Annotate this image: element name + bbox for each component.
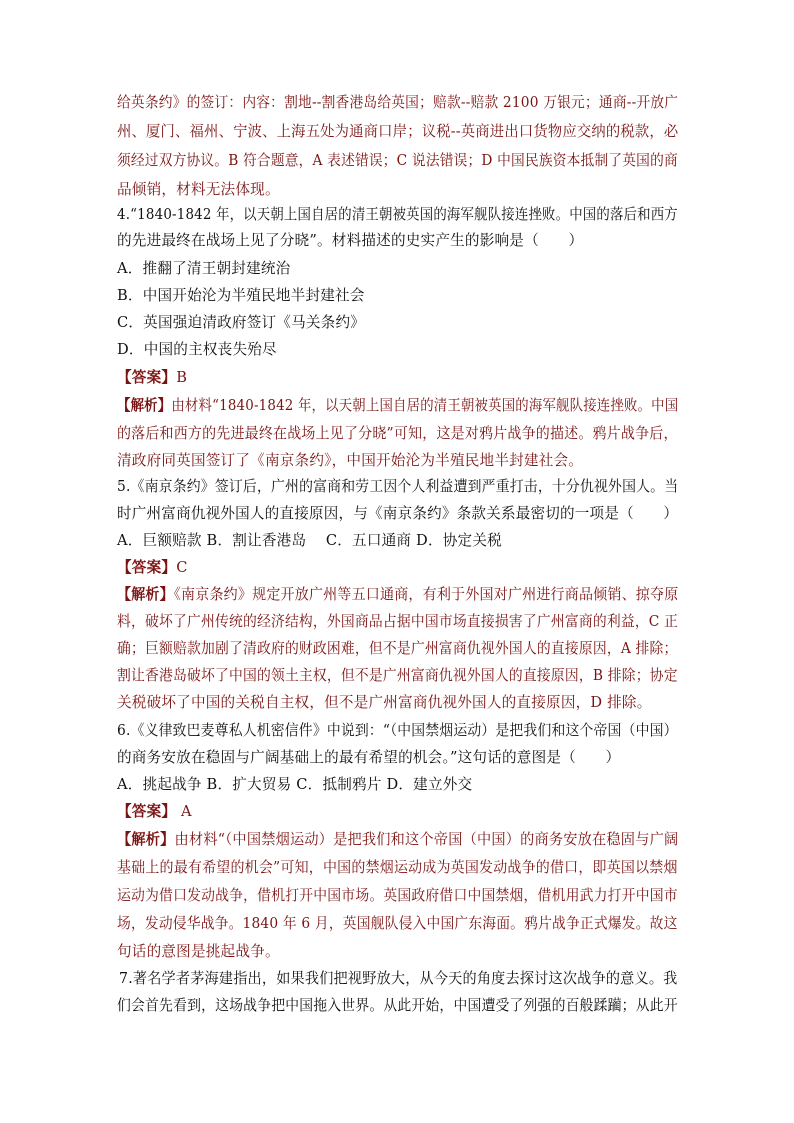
q4-analysis-line-3: 清政府同英国签订了《南京条约》，中国开始沦为半殖民地半封建社会。 xyxy=(117,452,584,469)
q4-answer-row xyxy=(117,368,187,388)
q4-stem-line-1: 4.“1840-1842 年，以天朝上国自居的清王朝被英国的海军舰队接连挫败。中国的落后和西方 xyxy=(117,206,678,223)
q3-analysis-line-2: 州、厦门、福州、宁波、上海五处为通商口岸；议税--英商进出口货物应交纳的税款，必 xyxy=(117,123,679,140)
q4-answer-value: B xyxy=(176,369,188,386)
q6-analysis-line-3: 运动为借口发动战争，借机打开中国市场。英国政府借口中国禁烟，借机用武力打开中国市 xyxy=(117,887,678,904)
answer-tag: 【答案】 xyxy=(117,369,177,386)
q6-stem-line-2: 的商务安放在稳固与广阔基础上的最有希望的机会。”这句话的意图是（ ） xyxy=(117,749,621,766)
q4-option-c: C．英国强迫清政府签订《马关条约》 xyxy=(117,314,366,331)
q4-analysis-line-2: 的落后和西方的先进最终在战场上见了分晓”可知，这是对鸦片战争的描述。鸦片战争后， xyxy=(117,425,678,442)
analysis-tag: 【解析】 xyxy=(117,397,172,414)
q6-answer-value: A xyxy=(176,803,192,820)
analysis-tag: 【解析】 xyxy=(117,586,174,603)
q6-analysis-text-1: 由材料“（中国禁烟运动）是把我们和这个帝国（中国）的商务安放在稳固与广阔 xyxy=(174,831,679,848)
q5-analysis-line-3: 确；巨额赔款加剧了清政府的财政困难，但不是广州富商仇视外国人的直接原因，A 排除； xyxy=(117,640,678,657)
q5-answer-value: C xyxy=(176,559,188,576)
q5-analysis-line-2: 料，破坏了广州传统的经济结构，外国商品占据中国市场直接损害了广州富商的利益，C 正 xyxy=(117,613,679,630)
answer-tag: 【答案】 xyxy=(117,559,177,576)
analysis-tag: 【解析】 xyxy=(117,831,175,848)
q5-analysis-line-5: 关税破坏了中国的关税自主权，但不是广州富商仇视外国人的直接原因，D 排除。 xyxy=(117,694,652,711)
q7-stem-line-1: 7.著名学者茅海建指出，如果我们把视野放大，从今天的角度去探讨这次战争的意义。我 xyxy=(119,970,678,987)
q5-options: A．巨额赔款 B．割让香港岛 C．五口通商 D．协定关税 xyxy=(117,532,502,549)
q5-analysis-line-1 xyxy=(117,585,678,605)
q5-answer-row xyxy=(117,558,188,578)
q6-analysis-line-5: 句话的意图是挑起战争。 xyxy=(117,943,280,960)
q6-options: A．挑起战争 B．扩大贸易 C．抵制鸦片 D．建立外交 xyxy=(117,776,473,793)
q5-stem-line-2: 时广州富商仇视外国人的直接原因，与《南京条约》条款关系最密切的一项是（ ） xyxy=(117,505,679,522)
q3-analysis-line-1: 给英条约》的签订：内容：割地--割香港岛给英国；赔款--赔款 2100 万银元；通商--开放广 xyxy=(117,94,679,111)
answer-tag: 【答案】 xyxy=(117,803,177,820)
q6-analysis-line-1 xyxy=(117,830,678,850)
q4-analysis-text-1: 由材料“1840-1842 年，以天朝上国自居的清王朝被英国的海军舰队接连挫败。中国 xyxy=(171,397,679,414)
q4-option-b: B．中国开始沦为半殖民地半封建社会 xyxy=(117,287,365,304)
q6-stem-line-1: 6.《义律致巴麦尊私人机密信件》中说到：“（中国禁烟运动）是把我们和这个帝国（中国） xyxy=(117,722,678,739)
q4-option-d: D．中国的主权丧失殆尽 xyxy=(117,341,277,358)
q4-analysis-line-1 xyxy=(117,396,678,416)
q5-stem-line-1: 5.《南京条约》签订后，广州的富商和劳工因个人利益遭到严重打击，十分仇视外国人。当 xyxy=(117,478,679,495)
q5-analysis-text-1: 《南京条约》规定开放广州等五口通商，有利于外国对广州进行商品倾销、掠夺原 xyxy=(173,586,679,603)
q3-analysis-line-3: 须经过双方协议。B 符合题意，A 表述错误；C 说法错误；D 中国民族资本抵制了英国的商 xyxy=(117,152,678,169)
q6-analysis-line-4: 场，发动侵华战争。1840 年 6 月，英国舰队侵入中国广东海面。鸦片战争正式爆发。故这 xyxy=(117,915,678,932)
q3-analysis-line-4: 品倾销，材料无法体现。 xyxy=(117,181,280,198)
q6-analysis-line-2: 基础上的最有希望的机会”可知，中国的禁烟运动成为英国发动战争的借口，即英国以禁烟 xyxy=(117,859,678,876)
q4-stem-line-2: 的先进最终在战场上见了分晓”。材料描述的史实产生的影响是（ ） xyxy=(117,232,584,249)
q6-answer-row xyxy=(117,802,192,822)
q5-analysis-line-4: 割让香港岛破坏了中国的领土主权，但不是广州富商仇视外国人的直接原因，B 排除；协定 xyxy=(117,667,678,684)
q4-option-a: A．推翻了清王朝封建统治 xyxy=(117,260,291,277)
q7-stem-line-2: 们会首先看到，这场战争把中国拖入世界。从此开始，中国遭受了列强的百般蹂躏；从此开 xyxy=(117,997,678,1014)
